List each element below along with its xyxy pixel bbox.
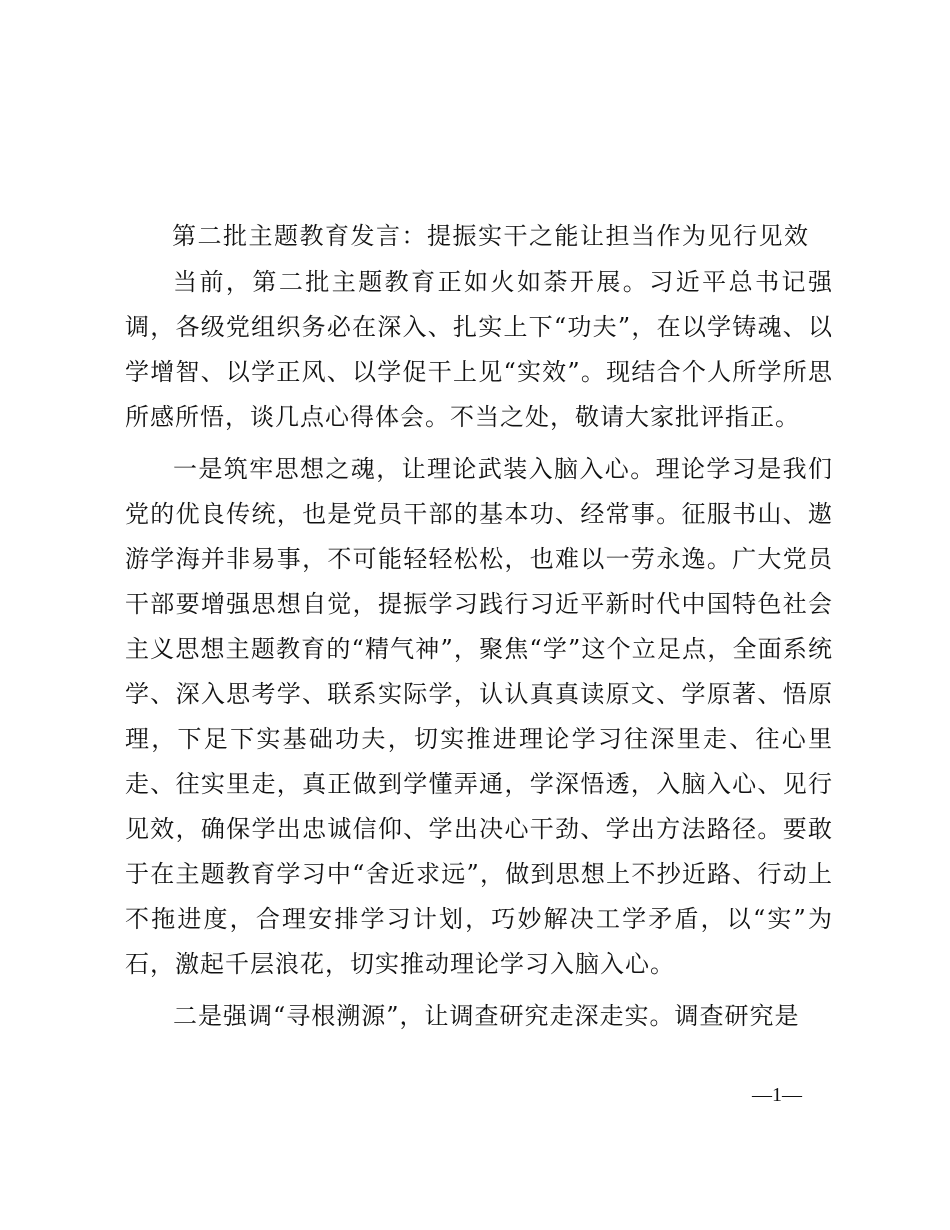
paragraph-intro: 当前，第二批主题教育正如火如荼开展。习近平总书记强调，各级党组织务必在深入、扎实上下“功夫”，在以学铸魂、以学增智、以学正风、以学促干上见“实效”。现结合个人所学所思所感所悟，谈几点心得体会。不当之处，敬请大家批评指正。: [125, 268, 833, 431]
document-body: [125, 260, 833, 1039]
document-title: 第二批主题教育发言：提振实干之能让担当作为见行见效: [172, 222, 810, 250]
page-number: —1—: [752, 1084, 802, 1106]
paragraph-point-one: 一是筑牢思想之魂，让理论武装入脑入心。理论学习是我们党的优良传统，也是党员干部的基本功、经常事。征服书山、遨游学海并非易事，不可能轻轻松松，也难以一劳永逸。广大党员干部要增强思想自觉，提振学习践行习近平新时代中国特色社会主义思想主题教育的“精气神”，聚焦“学”这个立足点，全面系统学、深入思考学、联系实际学，认认真真读原文、学原著、悟原理，下足下实基础功夫，切实推进理论学习往深里走、往心里走、往实里走，真正做到学懂弄通，学深悟透，入脑入心、见行见效，确保学出忠诚信仰、学出决心干劲、学出方法路径。要敢于在主题教育学习中“舍近求远”，做到思想上不抄近路、行动上不拖进度，合理安排学习计划，巧妙解决工学矛盾，以“实”为石，激起千层浪花，切实推动理论学习入脑入心。: [125, 455, 833, 978]
paragraph-point-two: 二是强调“寻根溯源”，让调查研究走深走实。调查研究是: [173, 1002, 800, 1030]
